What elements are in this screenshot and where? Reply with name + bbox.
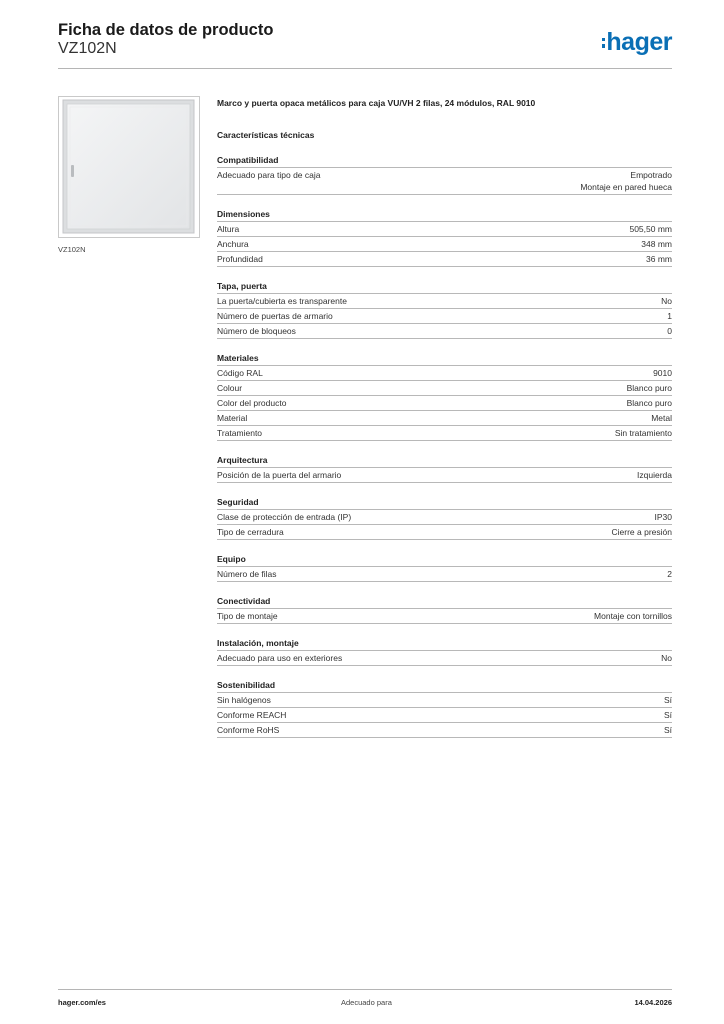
spec-value — [637, 469, 672, 481]
technical-characteristics-title: Características técnicas — [217, 130, 315, 140]
metal-door-panel-icon — [59, 97, 199, 237]
spec-value-line: 505,50 mm — [629, 224, 672, 234]
spec-sections — [217, 154, 672, 738]
spec-row — [217, 252, 672, 267]
footer-website: hager.com/es — [58, 998, 106, 1007]
spec-value — [653, 367, 672, 379]
spec-label: Conforme RoHS — [217, 725, 280, 735]
spec-value-line: Montaje en pared hueca — [580, 182, 672, 192]
spec-label: Número de bloqueos — [217, 326, 296, 336]
spec-value-line: Sí — [663, 695, 672, 705]
spec-value — [629, 223, 672, 235]
spec-value — [646, 253, 672, 265]
spec-value — [641, 238, 672, 250]
spec-label: Sin halógenos — [217, 695, 271, 705]
spec-section — [217, 352, 672, 441]
header-divider — [58, 68, 672, 69]
logo-dots-icon — [602, 38, 606, 48]
section-title: Materiales — [217, 352, 672, 366]
spec-value — [651, 412, 672, 424]
spec-value — [661, 295, 672, 307]
technical-data — [217, 97, 672, 738]
section-title: Equipo — [217, 553, 672, 567]
spec-row — [217, 693, 672, 708]
footer-center-text: Adecuado para — [341, 998, 392, 1007]
spec-label: Material — [217, 413, 248, 423]
hager-logo — [602, 28, 672, 57]
spec-label: Conforme REACH — [217, 710, 287, 720]
footer-divider — [58, 989, 672, 990]
spec-label: Anchura — [217, 239, 249, 249]
spec-value-line: IP30 — [654, 512, 672, 522]
spec-value-line: Sí — [663, 725, 672, 735]
spec-value — [627, 397, 672, 409]
spec-section — [217, 637, 672, 666]
section-title: Seguridad — [217, 496, 672, 510]
spec-row — [217, 366, 672, 381]
spec-value-line: Blanco puro — [626, 383, 672, 393]
spec-value — [655, 511, 673, 523]
spec-value-line: Blanco puro — [626, 398, 672, 408]
spec-row — [217, 708, 672, 723]
spec-label: Adecuado para uso en exteriores — [217, 653, 343, 663]
spec-value-line: Cierre a presión — [611, 527, 672, 537]
spec-label: Posición de la puerta del armario — [217, 470, 342, 480]
spec-value-line: 0 — [667, 326, 672, 336]
spec-section — [217, 553, 672, 582]
spec-row — [217, 468, 672, 483]
spec-row — [217, 294, 672, 309]
spec-section — [217, 454, 672, 483]
spec-value — [667, 310, 672, 322]
spec-section — [217, 280, 672, 339]
spec-value-line: Montaje con tornillos — [594, 611, 672, 621]
spec-row — [217, 237, 672, 252]
spec-value-line: 1 — [667, 311, 672, 321]
spec-row — [217, 381, 672, 396]
spec-value — [661, 652, 672, 664]
spec-value-line: Sin tratamiento — [614, 428, 672, 438]
spec-value — [664, 709, 672, 721]
spec-value-line: No — [661, 653, 672, 663]
product-image-caption: VZ102N — [58, 245, 86, 254]
spec-value — [664, 724, 672, 736]
spec-value-line: No — [661, 296, 672, 306]
spec-value — [664, 694, 672, 706]
spec-label: Colour — [217, 383, 243, 393]
product-image — [58, 96, 200, 238]
spec-value-line: 9010 — [653, 368, 672, 378]
section-title: Instalación, montaje — [217, 637, 672, 651]
spec-value — [627, 382, 672, 394]
section-title: Sostenibilidad — [217, 679, 672, 693]
spec-label: Tipo de cerradura — [217, 527, 284, 537]
section-title: Compatibilidad — [217, 154, 672, 168]
footer-date: 14.04.2026 — [634, 998, 672, 1007]
section-title: Arquitectura — [217, 454, 672, 468]
spec-section — [217, 595, 672, 624]
spec-label: Número de filas — [217, 569, 277, 579]
spec-row — [217, 525, 672, 540]
spec-label: La puerta/cubierta es transparente — [217, 296, 347, 306]
section-title: Tapa, puerta — [217, 280, 672, 294]
spec-value — [580, 169, 672, 193]
page-title: Ficha de datos de producto — [58, 21, 274, 39]
spec-value-line: 2 — [667, 569, 672, 579]
spec-value-line: Izquierda — [637, 470, 672, 480]
spec-row — [217, 222, 672, 237]
spec-row — [217, 309, 672, 324]
spec-value-line: Empotrado — [630, 170, 672, 180]
spec-label: Altura — [217, 224, 240, 234]
spec-section — [217, 496, 672, 540]
spec-row — [217, 510, 672, 525]
logo-text: hager — [606, 28, 672, 56]
spec-value-line: 36 mm — [646, 254, 672, 264]
spec-row — [217, 723, 672, 738]
spec-value — [612, 526, 672, 538]
spec-row — [217, 411, 672, 426]
spec-row — [217, 396, 672, 411]
spec-label: Tipo de montaje — [217, 611, 278, 621]
spec-value-line: Sí — [663, 710, 672, 720]
spec-value-line: Metal — [651, 413, 672, 423]
section-title: Dimensiones — [217, 208, 672, 222]
spec-row — [217, 609, 672, 624]
section-title: Conectividad — [217, 595, 672, 609]
spec-row — [217, 426, 672, 441]
spec-label: Profundidad — [217, 254, 263, 264]
product-code-heading: VZ102N — [58, 40, 117, 57]
spec-label: Tratamiento — [217, 428, 263, 438]
spec-value-line: 348 mm — [641, 239, 672, 249]
spec-value — [615, 427, 672, 439]
spec-label: Número de puertas de armario — [217, 311, 333, 321]
spec-section — [217, 679, 672, 738]
spec-row — [217, 567, 672, 582]
spec-value — [667, 568, 672, 580]
spec-section — [217, 154, 672, 195]
spec-label: Color del producto — [217, 398, 287, 408]
spec-row — [217, 168, 672, 195]
spec-value — [594, 610, 672, 622]
spec-row — [217, 651, 672, 666]
spec-label: Código RAL — [217, 368, 263, 378]
spec-label: Clase de protección de entrada (IP) — [217, 512, 352, 522]
spec-row — [217, 324, 672, 339]
spec-section — [217, 208, 672, 267]
spec-label: Adecuado para tipo de caja — [217, 170, 321, 180]
product-description: Marco y puerta opaca metálicos para caja VU/VH 2 filas, 24 módulos, RAL 9010 — [217, 98, 536, 108]
spec-value — [667, 325, 672, 337]
